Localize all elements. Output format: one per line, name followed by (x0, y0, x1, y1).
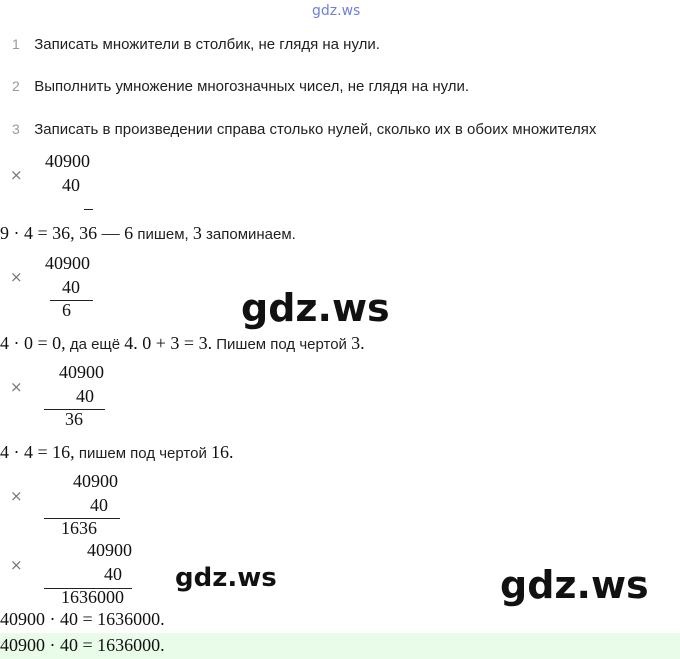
explanation-text: пишем под чертой (74, 445, 211, 462)
multiplier: 40 (62, 175, 80, 195)
multiplier: 40 (76, 386, 94, 406)
step-text: Выполнить умножение многозначных чисел, не глядя на нули. (34, 78, 470, 95)
answer-line-highlighted: 40900 · 40 = 1636000. (0, 635, 165, 655)
multiplicand: 40900 (59, 362, 104, 382)
watermark: gdz.ws (175, 563, 277, 593)
multiply-sign: × (10, 556, 23, 574)
top-watermark: gdz.ws (312, 3, 361, 19)
explanation-1 (0, 223, 296, 244)
multiply-sign: × (10, 487, 23, 505)
result-rule (84, 209, 93, 210)
final-result: 1636000 (61, 587, 124, 607)
multiplier: 40 (62, 277, 80, 297)
explanation-math: 4 · 4 = 16, (0, 442, 75, 462)
step-text: Записать в произведении справа столько нулей, сколько их в обоих множителях (34, 121, 597, 138)
explanation-math: 3 (192, 223, 202, 243)
multiplicand: 40900 (45, 253, 90, 273)
explanation-math: 4 · 0 = 0, (0, 333, 66, 353)
result-rule (50, 300, 93, 301)
explanation-math: 4. 0 + 3 = 3. (124, 333, 213, 353)
step-number: 1 (12, 36, 20, 52)
multiplicand: 40900 (45, 151, 90, 171)
multiplier: 40 (104, 564, 122, 584)
watermark: gdz.ws (241, 286, 390, 330)
step-3 (12, 121, 596, 139)
explanation-2 (0, 333, 365, 354)
partial-result: 6 (62, 300, 71, 320)
partial-result: 36 (65, 409, 83, 429)
answer-line: 40900 · 40 = 1636000. (0, 609, 165, 629)
explanation-math: 16. (211, 442, 234, 462)
step-text: Записать множители в столбик, не глядя на нули. (34, 36, 380, 53)
step-1 (12, 36, 380, 54)
explanation-math: 9 · 4 = 36, 36 — 6 (0, 223, 134, 243)
explanation-3 (0, 442, 234, 463)
partial-result: 1636 (61, 518, 97, 538)
multiply-sign: × (10, 268, 23, 286)
multiplicand: 40900 (73, 471, 118, 491)
multiplier: 40 (90, 495, 108, 515)
explanation-math: 3. (351, 333, 365, 353)
step-number: 2 (12, 78, 20, 94)
step-number: 3 (12, 121, 20, 137)
explanation-text: запоминаем. (201, 226, 296, 243)
watermark: gdz.ws (500, 563, 649, 607)
explanation-text: да ещё (65, 336, 125, 353)
multiply-sign: × (10, 166, 23, 184)
explanation-text: пишем, (133, 226, 193, 243)
step-2 (12, 78, 469, 96)
multiplicand: 40900 (87, 540, 132, 560)
multiply-sign: × (10, 378, 23, 396)
explanation-text: Пишем под чертой (212, 336, 352, 353)
